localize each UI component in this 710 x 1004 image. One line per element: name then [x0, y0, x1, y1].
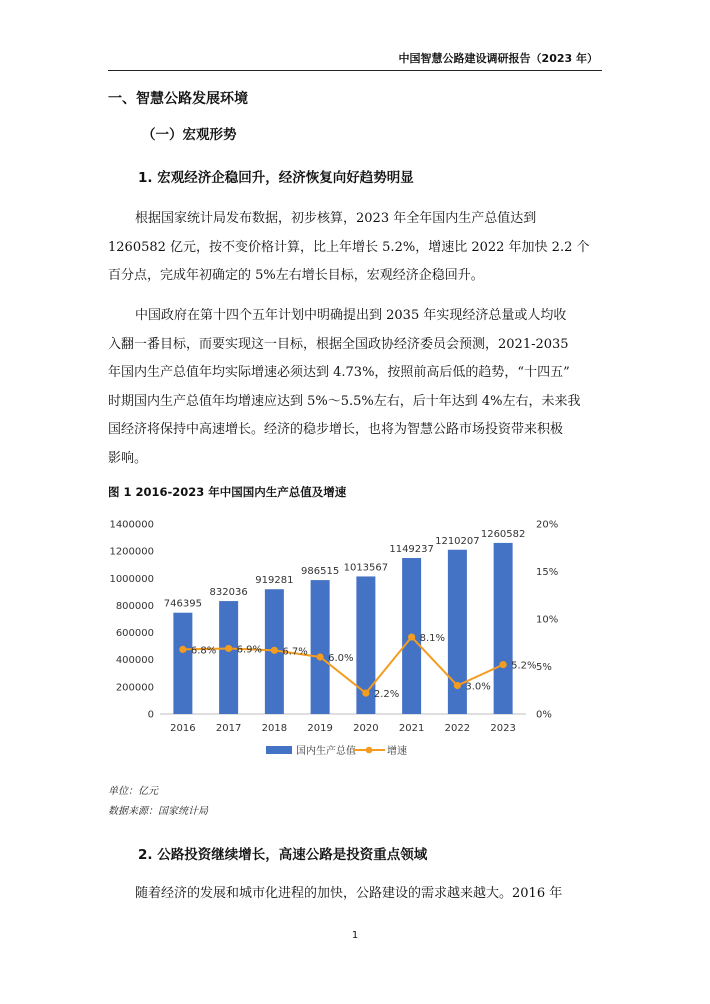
gdp-bar-label: 1260582 — [480, 528, 526, 540]
paragraph-2-line: 时期国内生产总值年均增速应达到 5%～5.5%左右，后十年达到 4%左右，未来我 — [108, 393, 581, 409]
growth-label: 8.1% — [419, 633, 446, 645]
gdp-bar-label: 1013567 — [343, 562, 389, 574]
item1-heading: 1. 宏观经济企稳回升，经济恢复向好趋势明显 — [138, 170, 414, 186]
x-tick-label: 2021 — [398, 723, 425, 734]
paragraph-1-line: 根据国家统计局发布数据，初步核算，2023 年全年国内生产总值达到 — [135, 211, 537, 226]
y-right-tick-label: 5% — [536, 662, 552, 673]
growth-label: 2.2% — [373, 689, 400, 701]
legend-swatch-growth-point — [366, 747, 373, 754]
growth-label: 6.8% — [190, 645, 217, 657]
y-right-tick-label: 20% — [536, 519, 559, 531]
x-tick-label: 2019 — [307, 723, 333, 734]
growth-point — [179, 646, 186, 653]
y-left-tick-label: 800000 — [115, 600, 154, 612]
report-header-title: 中国智慧公路建设调研报告（2023 年） — [398, 52, 598, 65]
unit-note: 单位：亿元 — [108, 786, 158, 797]
gdp-bar-label: 1210207 — [435, 535, 480, 547]
paragraph-2-line: 入翻一番目标，而要实现这一目标，根据全国政协经济委员会预测，2021-2035 — [108, 336, 569, 352]
growth-point — [225, 645, 232, 652]
y-left-tick-label: 1200000 — [109, 546, 154, 558]
growth-label: 6.7% — [282, 646, 308, 658]
paragraph-1-line: 百分点，完成年初确定的 5%左右增长目标，宏观经济企稳回升。 — [108, 268, 484, 283]
x-tick-label: 2018 — [261, 723, 288, 734]
y-left-tick-label: 600000 — [115, 628, 154, 640]
gdp-bar — [173, 613, 192, 714]
sub-heading: （一）宏观形势 — [142, 127, 237, 143]
x-tick-label: 2017 — [215, 723, 242, 734]
paragraph-2-line: 年国内生产总值年均实际增速必须达到 4.73%，按照前高后低的趋势，“十四五” — [108, 365, 570, 380]
paragraph-3 — [108, 880, 603, 909]
figure-caption: 图 1 2016-2023 年中国国内生产总值及增速 — [108, 485, 347, 499]
growth-label: 5.2% — [511, 660, 537, 672]
growth-label: 6.9% — [236, 644, 263, 656]
paragraph-2 — [108, 302, 603, 473]
legend-label-growth: 增速 — [387, 746, 407, 757]
x-tick-label: 2022 — [444, 723, 471, 734]
paragraph-3-line: 随着经济的发展和城市化进程的加快，公路建设的需求越来越大。2016 年 — [135, 886, 563, 901]
y-right-tick-label: 0% — [536, 709, 552, 721]
gdp-bar-label: 1149237 — [389, 544, 434, 556]
growth-label: 6.0% — [328, 653, 354, 664]
header-divider — [108, 70, 602, 71]
legend-label-gdp: 国内生产总值 — [296, 746, 356, 757]
paragraph-2-line: 中国政府在第十四个五年计划中明确提出到 2035 年实现经济总量或人均收 — [135, 308, 567, 323]
growth-point — [317, 653, 324, 660]
gdp-bar — [219, 601, 238, 714]
gdp-chart — [108, 508, 568, 770]
y-left-tick-label: 0 — [147, 709, 154, 721]
gdp-bar — [311, 580, 330, 714]
y-right-tick-label: 10% — [536, 614, 559, 626]
paragraph-1 — [108, 205, 603, 291]
gdp-bar — [494, 543, 513, 714]
growth-point — [271, 647, 278, 654]
growth-point — [408, 633, 415, 640]
y-left-tick-label: 1000000 — [109, 573, 154, 585]
y-left-tick-label: 200000 — [115, 682, 154, 694]
growth-label: 3.0% — [465, 681, 491, 693]
y-left-tick-label: 1400000 — [109, 519, 154, 531]
legend-swatch-gdp — [266, 746, 292, 754]
x-tick-label: 2023 — [490, 723, 516, 734]
page-number: 1 — [351, 930, 359, 941]
gdp-bar-label: 919281 — [255, 575, 294, 587]
growth-point — [362, 690, 369, 697]
paragraph-2-line: 国经济将保持中高速增长。经济的稳步增长，也将为智慧公路市场投资带来积极 — [108, 422, 564, 437]
gdp-bar — [448, 550, 467, 714]
gdp-bar-label: 832036 — [209, 587, 248, 599]
gdp-bar-label: 986515 — [301, 566, 340, 578]
paragraph-2-line: 影响。 — [108, 450, 148, 466]
x-tick-label: 2020 — [353, 723, 379, 734]
gdp-bar-label: 746395 — [163, 598, 202, 610]
source-note: 数据来源：国家统计局 — [108, 806, 208, 817]
y-right-tick-label: 15% — [536, 567, 559, 578]
growth-point — [500, 661, 507, 668]
y-left-tick-label: 400000 — [115, 655, 154, 667]
section-heading: 一、智慧公路发展环境 — [108, 91, 248, 107]
growth-point — [454, 682, 461, 689]
x-tick-label: 2016 — [170, 723, 196, 734]
paragraph-1-line: 1260582 亿元，按不变价格计算，比上年增长 5.2%，增速比 2022 年加快 2.2 个 — [108, 239, 590, 255]
item2-heading: 2. 公路投资继续增长，高速公路是投资重点领域 — [138, 847, 428, 863]
